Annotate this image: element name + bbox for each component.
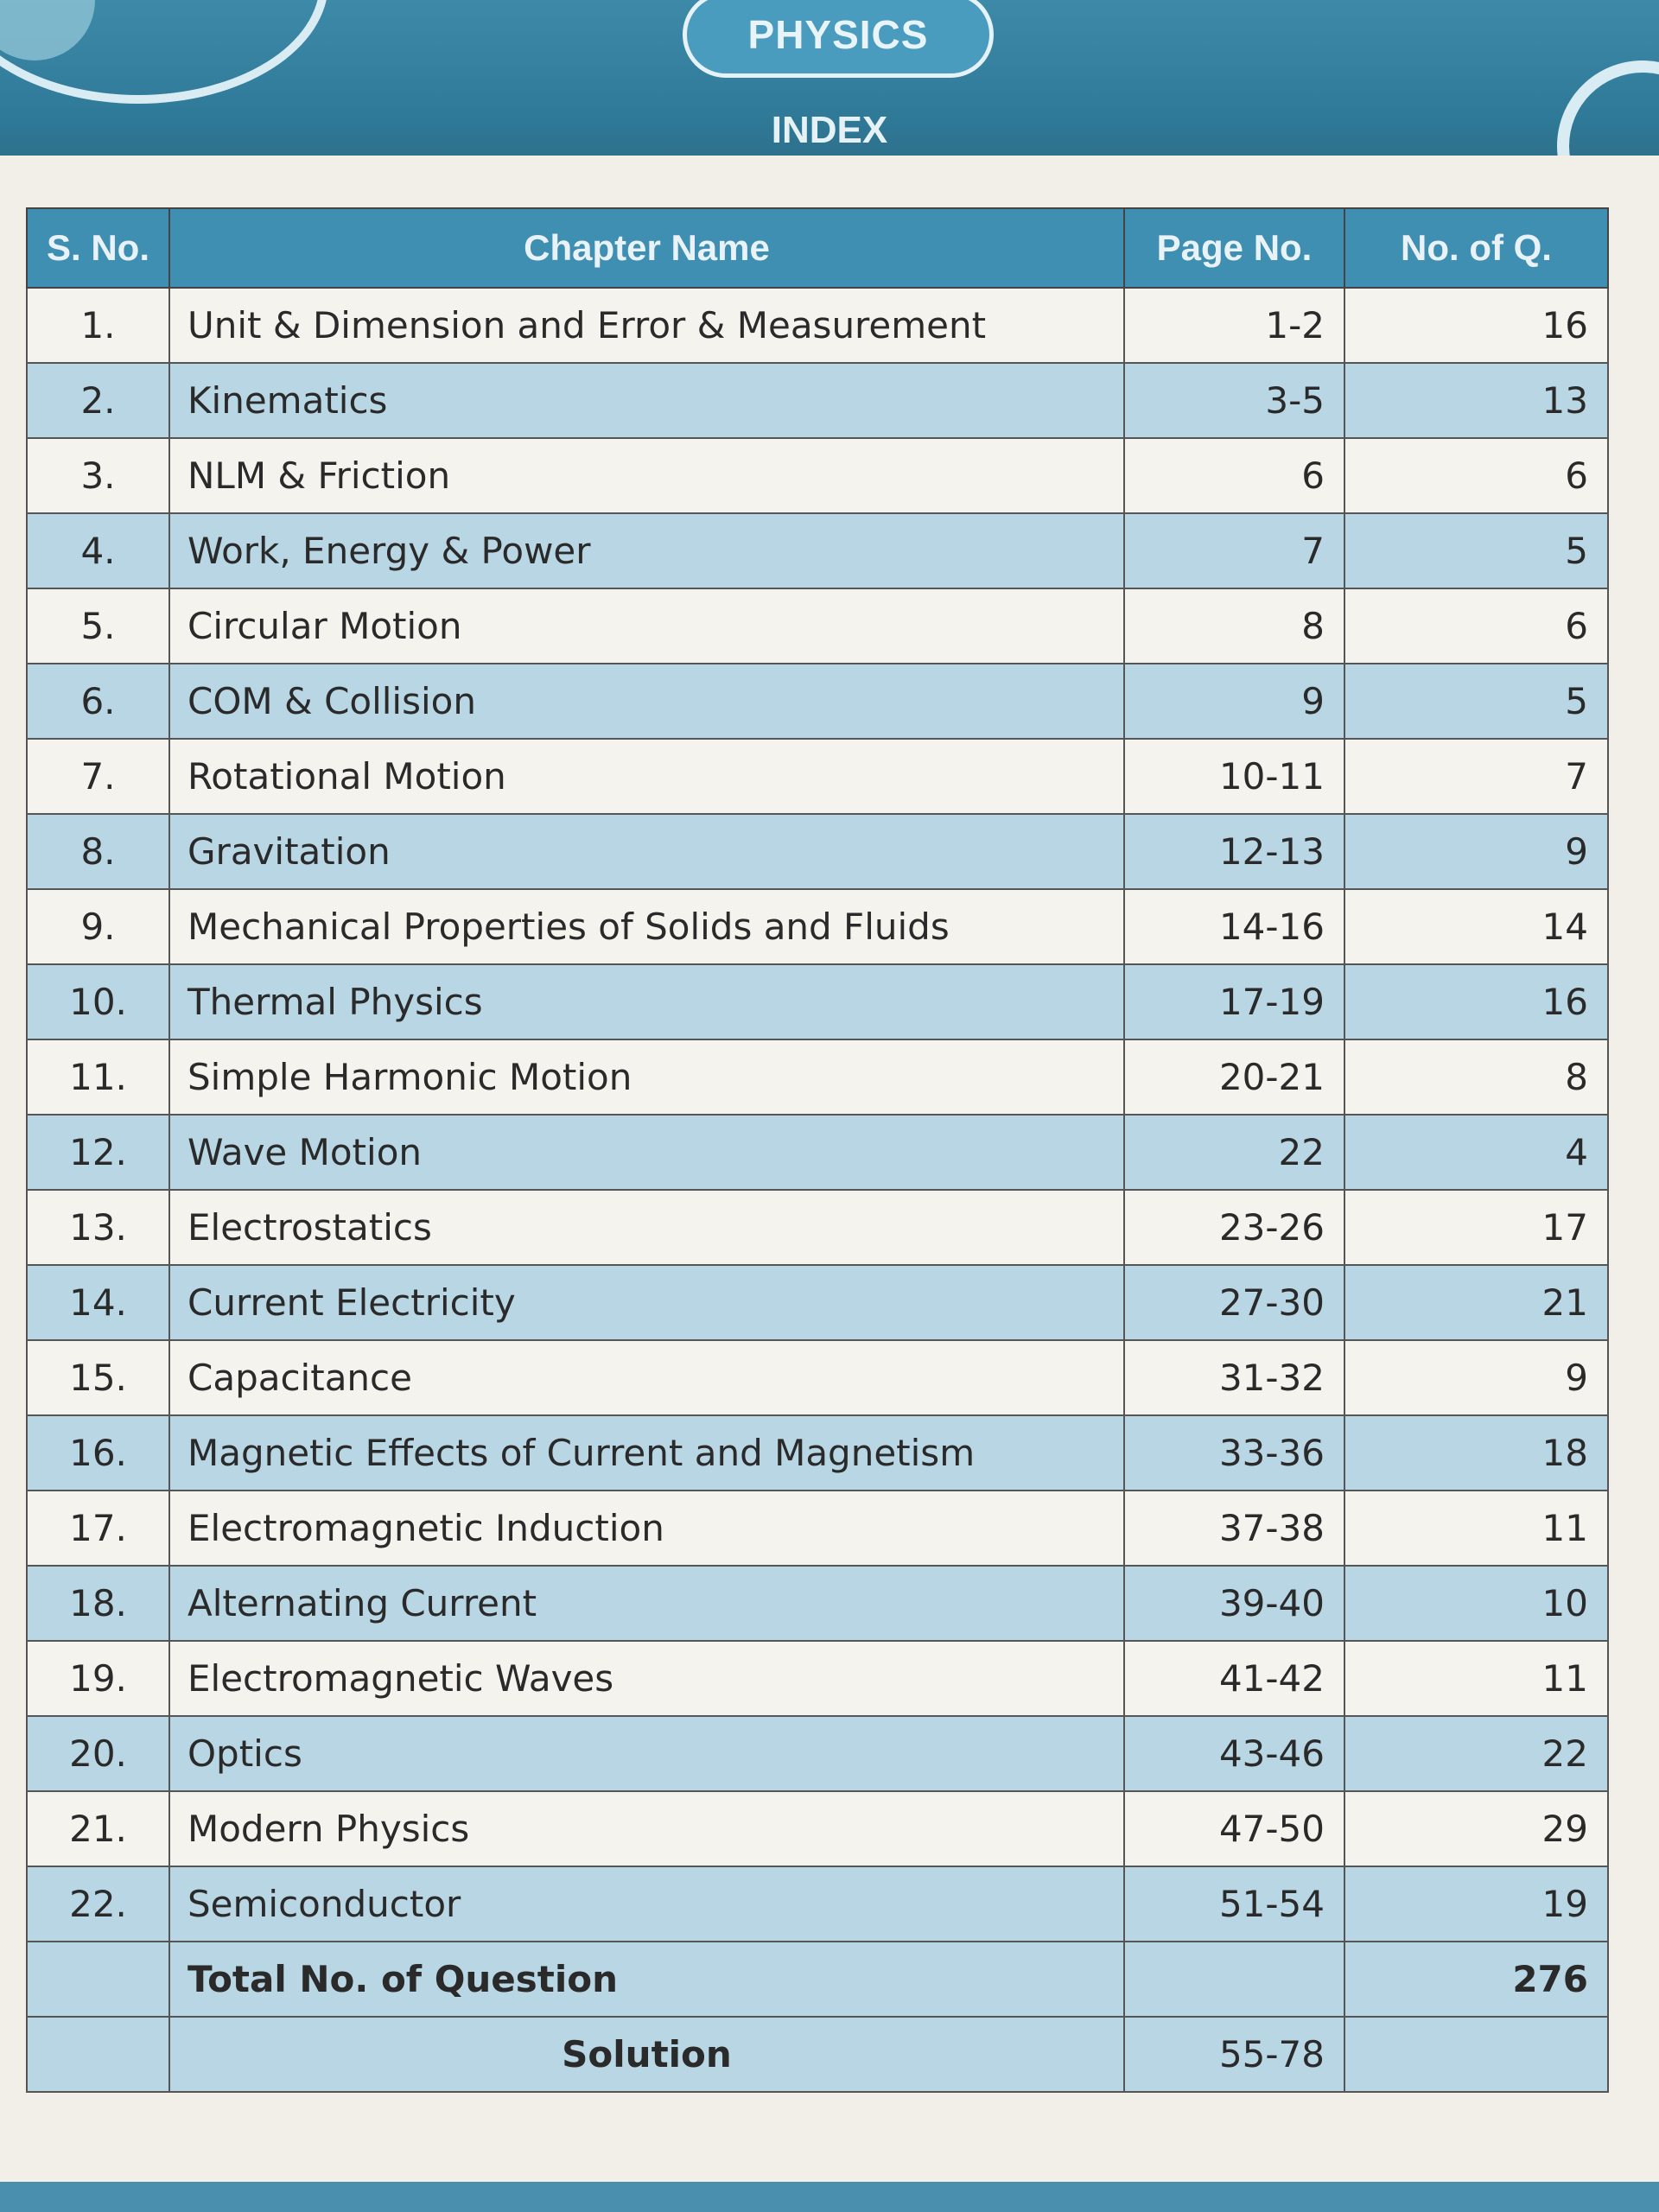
row-sno: 18. — [27, 1566, 169, 1641]
row-page-range: 41-42 — [1124, 1641, 1344, 1716]
column-header-sno: S. No. — [27, 208, 169, 288]
row-sno: 17. — [27, 1491, 169, 1566]
page-header — [0, 0, 1659, 164]
row-chapter-name: Simple Harmonic Motion — [169, 1039, 1124, 1115]
row-chapter-name: Gravitation — [169, 814, 1124, 889]
row-question-count: 9 — [1344, 814, 1608, 889]
row-page-range: 3-5 — [1124, 363, 1344, 438]
table-row — [27, 1340, 1608, 1415]
total-questions: 276 — [1344, 1942, 1608, 2017]
row-page-range: 14-16 — [1124, 889, 1344, 964]
row-page-range: 7 — [1124, 513, 1344, 588]
table-row — [27, 1791, 1608, 1866]
row-sno: 19. — [27, 1641, 169, 1716]
row-page-range: 22 — [1124, 1115, 1344, 1190]
row-chapter-name: Thermal Physics — [169, 964, 1124, 1039]
row-question-count: 22 — [1344, 1716, 1608, 1791]
row-question-count: 6 — [1344, 438, 1608, 513]
table-row — [27, 1039, 1608, 1115]
solution-label: Solution — [169, 2017, 1124, 2092]
row-question-count: 13 — [1344, 363, 1608, 438]
column-header-chapter: Chapter Name — [169, 208, 1124, 288]
table-header-row — [27, 208, 1608, 288]
row-page-range: 51-54 — [1124, 1866, 1344, 1942]
row-page-range: 17-19 — [1124, 964, 1344, 1039]
row-chapter-name: Unit & Dimension and Error & Measurement — [169, 288, 1124, 363]
row-page-range: 1-2 — [1124, 288, 1344, 363]
row-page-range: 33-36 — [1124, 1415, 1344, 1491]
row-page-range: 27-30 — [1124, 1265, 1344, 1340]
row-sno: 8. — [27, 814, 169, 889]
row-chapter-name: Rotational Motion — [169, 739, 1124, 814]
bottom-band — [0, 2182, 1659, 2212]
row-question-count: 4 — [1344, 1115, 1608, 1190]
row-question-count: 7 — [1344, 739, 1608, 814]
table-row — [27, 288, 1608, 363]
row-sno: 7. — [27, 739, 169, 814]
table-row — [27, 1491, 1608, 1566]
row-chapter-name: Optics — [169, 1716, 1124, 1791]
subject-title: PHYSICS — [683, 0, 994, 78]
row-question-count: 8 — [1344, 1039, 1608, 1115]
row-page-range: 23-26 — [1124, 1190, 1344, 1265]
column-header-page: Page No. — [1124, 208, 1344, 288]
row-question-count: 16 — [1344, 964, 1608, 1039]
row-question-count: 18 — [1344, 1415, 1608, 1491]
row-sno: 22. — [27, 1866, 169, 1942]
row-page-range: 43-46 — [1124, 1716, 1344, 1791]
row-page-range: 20-21 — [1124, 1039, 1344, 1115]
table-row — [27, 1866, 1608, 1942]
row-chapter-name: Current Electricity — [169, 1265, 1124, 1340]
row-sno: 15. — [27, 1340, 169, 1415]
row-page-range: 31-32 — [1124, 1340, 1344, 1415]
row-question-count: 9 — [1344, 1340, 1608, 1415]
table-row — [27, 739, 1608, 814]
row-page-range: 37-38 — [1124, 1491, 1344, 1566]
solution-row — [27, 2017, 1608, 2092]
row-chapter-name: Alternating Current — [169, 1566, 1124, 1641]
table-row — [27, 964, 1608, 1039]
table-row — [27, 889, 1608, 964]
row-chapter-name: Kinematics — [169, 363, 1124, 438]
table-row — [27, 438, 1608, 513]
row-sno: 10. — [27, 964, 169, 1039]
row-sno: 13. — [27, 1190, 169, 1265]
row-chapter-name: Work, Energy & Power — [169, 513, 1124, 588]
row-question-count: 10 — [1344, 1566, 1608, 1641]
row-page-range: 47-50 — [1124, 1791, 1344, 1866]
row-question-count: 11 — [1344, 1491, 1608, 1566]
solution-pages: 55-78 — [1124, 2017, 1344, 2092]
row-sno: 9. — [27, 889, 169, 964]
row-chapter-name: Circular Motion — [169, 588, 1124, 664]
row-sno: 12. — [27, 1115, 169, 1190]
row-page-range: 10-11 — [1124, 739, 1344, 814]
row-chapter-name: Modern Physics — [169, 1791, 1124, 1866]
row-page-range: 9 — [1124, 664, 1344, 739]
table-row — [27, 513, 1608, 588]
row-chapter-name: Wave Motion — [169, 1115, 1124, 1190]
row-question-count: 5 — [1344, 513, 1608, 588]
table-row — [27, 814, 1608, 889]
row-sno: 20. — [27, 1716, 169, 1791]
row-sno: 5. — [27, 588, 169, 664]
row-question-count: 5 — [1344, 664, 1608, 739]
row-chapter-name: NLM & Friction — [169, 438, 1124, 513]
table-row — [27, 1566, 1608, 1641]
row-chapter-name: Capacitance — [169, 1340, 1124, 1415]
index-table — [26, 207, 1609, 2093]
table-row — [27, 1415, 1608, 1491]
total-label: Total No. of Question — [169, 1942, 1124, 2017]
row-sno: 3. — [27, 438, 169, 513]
table-row — [27, 664, 1608, 739]
row-chapter-name: Magnetic Effects of Current and Magnetism — [169, 1415, 1124, 1491]
row-question-count: 16 — [1344, 288, 1608, 363]
solution-questions — [1344, 2017, 1608, 2092]
row-sno: 1. — [27, 288, 169, 363]
index-title: INDEX — [771, 109, 888, 151]
row-page-range: 12-13 — [1124, 814, 1344, 889]
row-sno: 14. — [27, 1265, 169, 1340]
column-header-questions: No. of Q. — [1344, 208, 1608, 288]
row-question-count: 11 — [1344, 1641, 1608, 1716]
row-chapter-name: Electromagnetic Waves — [169, 1641, 1124, 1716]
solution-sno — [27, 2017, 169, 2092]
table-row — [27, 588, 1608, 664]
table-row — [27, 1641, 1608, 1716]
table-row — [27, 363, 1608, 438]
row-page-range: 39-40 — [1124, 1566, 1344, 1641]
total-row — [27, 1942, 1608, 2017]
row-question-count: 17 — [1344, 1190, 1608, 1265]
table-row — [27, 1190, 1608, 1265]
table-row — [27, 1115, 1608, 1190]
row-question-count: 6 — [1344, 588, 1608, 664]
row-chapter-name: COM & Collision — [169, 664, 1124, 739]
row-page-range: 8 — [1124, 588, 1344, 664]
total-sno — [27, 1942, 169, 2017]
row-sno: 16. — [27, 1415, 169, 1491]
row-sno: 4. — [27, 513, 169, 588]
row-chapter-name: Semiconductor — [169, 1866, 1124, 1942]
table-row — [27, 1265, 1608, 1340]
row-chapter-name: Electromagnetic Induction — [169, 1491, 1124, 1566]
row-question-count: 14 — [1344, 889, 1608, 964]
row-sno: 21. — [27, 1791, 169, 1866]
row-question-count: 29 — [1344, 1791, 1608, 1866]
row-sno: 6. — [27, 664, 169, 739]
table-body — [27, 288, 1608, 1942]
row-sno: 2. — [27, 363, 169, 438]
table-row — [27, 1716, 1608, 1791]
row-sno: 11. — [27, 1039, 169, 1115]
row-page-range: 6 — [1124, 438, 1344, 513]
row-chapter-name: Mechanical Properties of Solids and Fluids — [169, 889, 1124, 964]
row-chapter-name: Electrostatics — [169, 1190, 1124, 1265]
row-question-count: 21 — [1344, 1265, 1608, 1340]
row-question-count: 19 — [1344, 1866, 1608, 1942]
total-page — [1124, 1942, 1344, 2017]
